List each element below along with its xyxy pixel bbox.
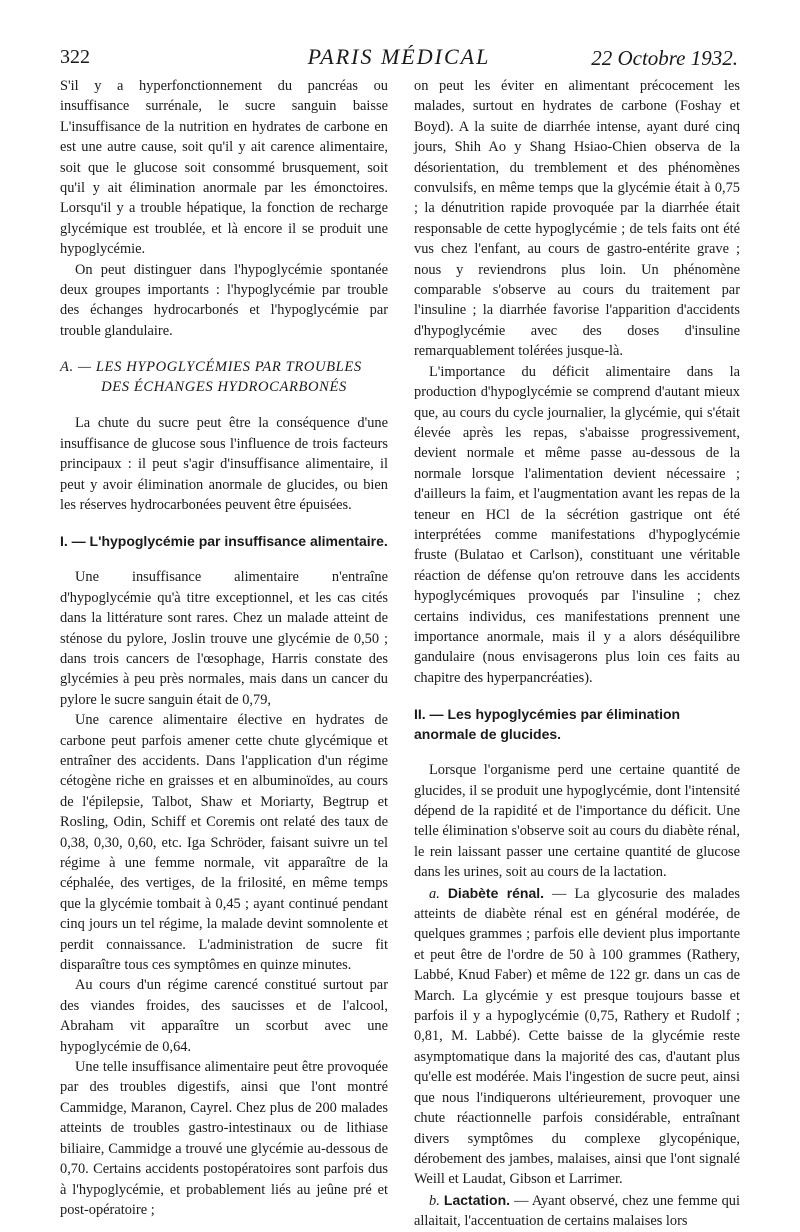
- left-column: [60, 76, 388, 1218]
- page-header: [60, 44, 738, 74]
- paragraph: Au cours d'un régime carencé constitué surtout par des viandes froides, des saucisses et de l'alcool, Abraham vit apparaître un scorbut avec une hypoglycémie de 0,64.: [60, 977, 388, 1055]
- section-heading-line: A. — LES HYPOGLYCÉMIES PAR TROUBLES: [60, 359, 362, 376]
- run-in-heading: Diabète rénal.: [447, 884, 545, 901]
- paragraph-text: — Ayant observé, chez une femme qui allaitait, l'accentuation de certains malaises lors: [414, 1192, 740, 1230]
- right-column: [414, 76, 740, 1230]
- paragraph: on peut les éviter en alimentant précocement les malades, surtout en hydrates de carbone (Foshay et Boyd). A la suite de diarrhée intense, ayant duré cinq jours, Shih Ao y Shang Hsiao-Chien observa de la désorientation, du tremblement et des phénomènes convulsifs, en même temps que la glycémie était à 0,75 ; la dénutrition rapide provoquée par la diarrhée était responsable de cette hypoglycémie ; de tels faits ont été vus chez l'enfant, au cours de gastro-entérite grave ; nous y reviendrons plus loin. Un phénomène comparable s'observe au cours du traitement par l'insuline ; la diarrhée favorise l'apparition d'accidents d'hypoglycémie avec des doses d'insuline remarquablement tolérées jusque-là.: [414, 78, 740, 360]
- item-label: b.: [429, 1192, 440, 1209]
- paragraph: Une carence alimentaire élective en hydrates de carbone peut parfois amener cette chute glycémique et entraîner des accidents. Dans l'application d'un régime cétogène riche en graisses et en albuminoïdes, au cours de l'épilepsie, Talbot, Shaw et Moriarty, Begtrup et Rosling, Odin, Schiff et Coremis ont relaté des taux de 0,38, 0,30, 0,60, etc. Iga Schröder, faisant suivre un tel régime à une femme normale, vit apparaître de la céphalée, des vertiges, de la frilosité, en même temps que la glycémie tombait à 0,45 ; ayant continué pendant cinq jours un tel régime, la malade devint somnolente et perdit connaissance. L'administration de sucre fit disparaître tous ces symptômes en quinze minutes.: [60, 712, 388, 974]
- paragraph: L'importance du déficit alimentaire dans la production d'hypoglycémie se comprend d'autant mieux que, au cours du cycle journalier, la glycémie, qui s'était élevée après les repas, s'abaisse progressivement, devient normale et même passe au-dessous de la normale lorsque l'alimentation devient nécessaire ; d'ailleurs la faim, et l'augmentation avant les repas de la teneur en HCl de la sécrétion gastrique ont été interprétées comme manifestations d'hypoglycémie fruste (Bulatao et Carlson), constituant une véritable réaction de défense qu'on retrouve dans les accidents hypoglycémiques provoqués par l'insuline ; chez certains individus, ces manifestations prennent une importance anormale, mais il y a alors déséquilibre gandulaire (nous envisagerons plus loin ces faits au chapitre des hyperpancréaties).: [414, 363, 740, 686]
- paragraph: On peut distinguer dans l'hypoglycémie spontanée deux groupes importants : l'hypoglycémie par trouble des échanges hydrocarbonés et l'hypoglycémie par trouble glandulaire.: [60, 261, 388, 339]
- paragraph: S'il y a hyperfonctionnement du pancréas ou insuffisance surrénale, le sucre sanguin baisse L'insuffisance de la nutrition en hydrates de carbone en est une autre cause, soit qu'il y ait carence alimentaire, soit que le glucose soit consommé brusquement, soit qu'il y ait élimination anormale par les émonctoires. Lorsqu'il y a trouble hépatique, la fonction de recharge glycémique est troublée, et là encore il se produit une hypoglycémie.: [60, 78, 388, 258]
- section-heading-a: [60, 357, 388, 397]
- paragraph: Une insuffisance alimentaire n'entraîne d'hypoglycémie qu'à titre exceptionnel, et les cas cités dans la littérature sont rares. Chez un malade atteint de sténose du pylore, Joslin trouve une glycémie de 0,50 ; dans trois cancers de l'œsophage, Harris constate des glycémies à peu près normales, mais dans un cancer du pylore le sucre sanguin était de 0,79,: [60, 569, 388, 708]
- item-label: a.: [429, 885, 440, 902]
- paragraph-text: — La glycosurie des malades atteints de diabète rénal est en général modérée, de quelques grammes ; parfois elle devient plus importante et peut être de l'ordre de 50 à 100 grammes (Rathery, Labbé, Knud Faber) et même de 122 gr. dans un cas de March. La glycémie y est presque toujours basse et parfois il y a hypoglycémie (0,75, Rathery et Rudolf ; 0,81, M. Labbé). Cette baisse de la glycémie reste asymptomatique dans la majorité des cas, d'autant plus qu'elle est modérée. Mais l'ingestion de sucre peut, ainsi que nous l'indiquerons ultérieurement, provoquer une chute réactionnelle parfois considérable, entraînant divers symptômes du complexe glycopénique, dérobement des jambes, malaises, ainsi que l'ont signalé Weill et Laudat, Gibson et Larrimer.: [414, 885, 740, 1188]
- subsection-heading-i: I. — L'hypoglycémie par insuffisance alimentaire.: [60, 533, 388, 550]
- run-in-heading: Lactation.: [443, 1191, 511, 1208]
- page-number: 322: [60, 46, 90, 68]
- journal-title: PARIS MÉDICAL: [307, 44, 491, 69]
- paragraph: Lorsque l'organisme perd une certaine quantité de glucides, il se produit une hypoglycémie, dont l'intensité dépend de la rapidité et de l'importance du déficit. Une telle élimination s'observe soit au cours du diabète rénal, le rein laissant passer une certaine quantité de glucose dans les urines, soit au cours de la lactation.: [414, 762, 740, 881]
- subsection-heading-ii: II. — Les hypoglycémies par élimination anormale de glucides.: [414, 706, 681, 743]
- paragraph: [414, 1190, 740, 1232]
- paragraph: [414, 883, 740, 1190]
- issue-date: 22 Octobre 1932.: [591, 46, 738, 70]
- paragraph: Une telle insuffisance alimentaire peut être provoquée par des troubles digestifs, ainsi que l'ont montré Cammidge, Maranon, Cayrel. Chez plus de 200 malades atteints de troubles gastro-intestinaux ou de lithiase biliaire, Cammidge a trouvé une glycémie au-dessous de 0,70. Certains accidents postopératoires sont parfois dus à l'hypoglycémie, et probablement liés au jeûne pré et post-opératoire ;: [60, 1059, 388, 1218]
- paragraph: La chute du sucre peut être la conséquence d'une insuffisance de glucose sous l'influence de trois facteurs principaux : il peut s'agir d'insuffisance alimentaire, il peut y avoir élimination anormale de glucides, ou bien les réserves hydrocarbonées peuvent être épuisées.: [60, 415, 388, 513]
- section-heading-line: DES ÉCHANGES HYDROCARBONÉS: [101, 379, 347, 396]
